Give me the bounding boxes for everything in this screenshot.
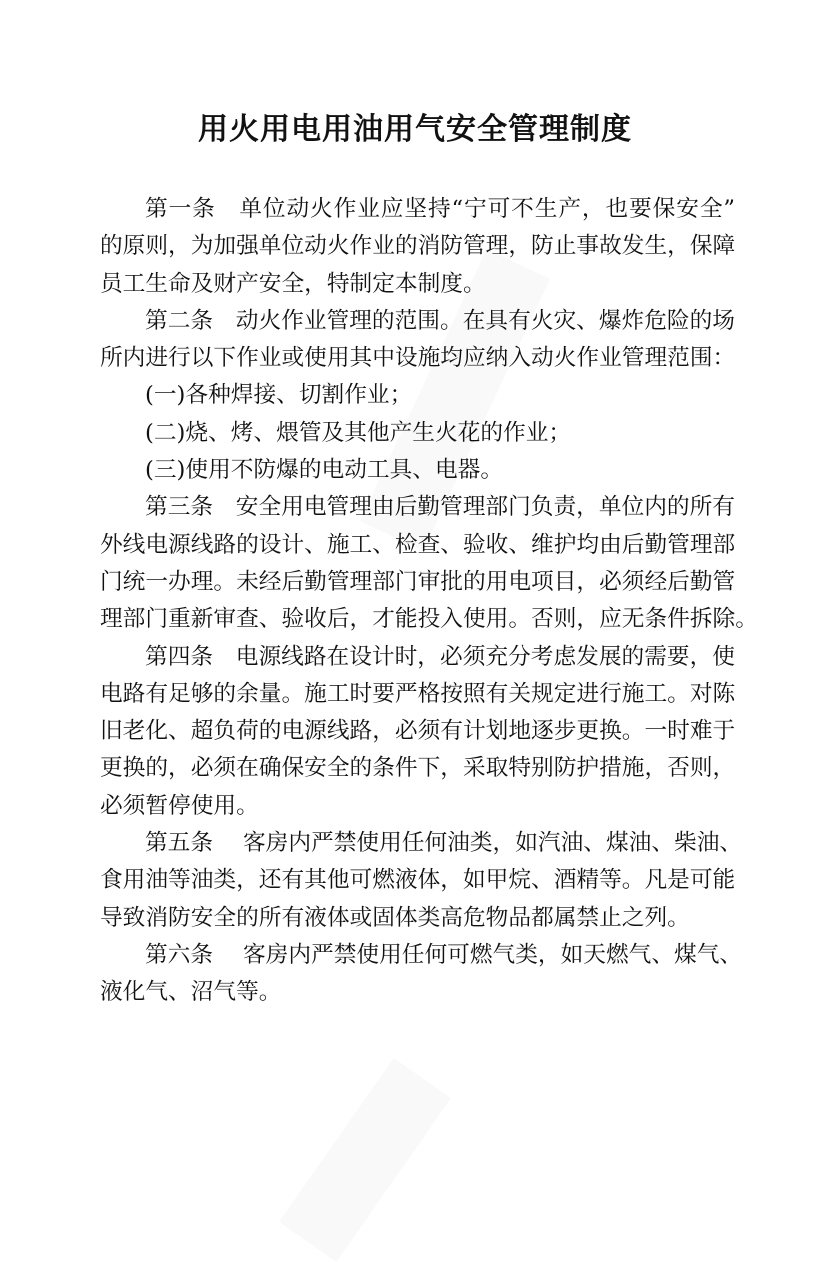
paragraph-line: 的原则，为加强单位动火作业的消防管理，防止事故发生，保障	[100, 233, 736, 260]
paragraph-line: (二)烧、烤、煨管及其他产生火花的作业；	[145, 419, 572, 446]
paragraph-line: 第三条 安全用电管理由后勤管理部门负责，单位内的所有	[145, 494, 735, 521]
paragraph-line: 第六条 客房内严禁使用任何可燃气类，如天燃气、煤气、	[145, 941, 743, 968]
paragraph-line: 食用油等油类，还有其他可燃液体，如甲烷、酒精等。凡是可能	[100, 867, 736, 894]
paragraph-line: 更换的，必须在确保安全的条件下，采取特别防护措施，否则，	[100, 755, 736, 782]
paragraph-line: 电路有足够的余量。施工时要严格按照有关规定进行施工。对陈	[100, 680, 736, 707]
paragraph-line: 外线电源线路的设计、施工、检查、验收、维护均由后勤管理部	[100, 531, 736, 558]
paragraph-line: 液化气、沼气等。	[100, 979, 282, 1006]
document-body	[100, 191, 758, 1012]
watermark	[279, 1058, 451, 1262]
paragraph-line: 导致消防安全的所有液体或固体类高危物品都属禁止之列。	[100, 904, 690, 931]
paragraph-line: 第二条 动火作业管理的范围。在具有火灾、爆炸危险的场	[145, 307, 735, 334]
paragraph-line: 门统一办理。未经后勤管理部门审批的用电项目，必须经后勤管	[100, 568, 736, 595]
paragraph-line: 旧老化、超负荷的电源线路，必须有计划地逐步更换。一时难于	[100, 718, 736, 745]
paragraph-line: 第四条 电源线路在设计时，必须充分考虑发展的需要，使	[145, 643, 735, 670]
paragraph-line: (一)各种焊接、切割作业；	[145, 382, 413, 409]
paragraph-line: (三)使用不防爆的电动工具、电器。	[145, 457, 504, 484]
paragraph-line: 第一条 单位动火作业应坚持“宁可不生产，也要保安全”	[145, 196, 735, 222]
paragraph-line: 员工生命及财产安全，特制定本制度。	[100, 270, 486, 297]
paragraph-line: 理部门重新审查、验收后，才能投入使用。否则，应无条件拆除。	[100, 606, 758, 633]
paragraph-line: 第五条 客房内严禁使用任何油类，如汽油、煤油、柴油、	[145, 830, 743, 857]
paragraph-line: 必须暂停使用。	[100, 792, 259, 819]
document-title: 用火用电用油用气安全管理制度	[198, 112, 632, 147]
paragraph-line: 所内进行以下作业或使用其中设施均应纳入动火作业管理范围：	[100, 345, 736, 372]
